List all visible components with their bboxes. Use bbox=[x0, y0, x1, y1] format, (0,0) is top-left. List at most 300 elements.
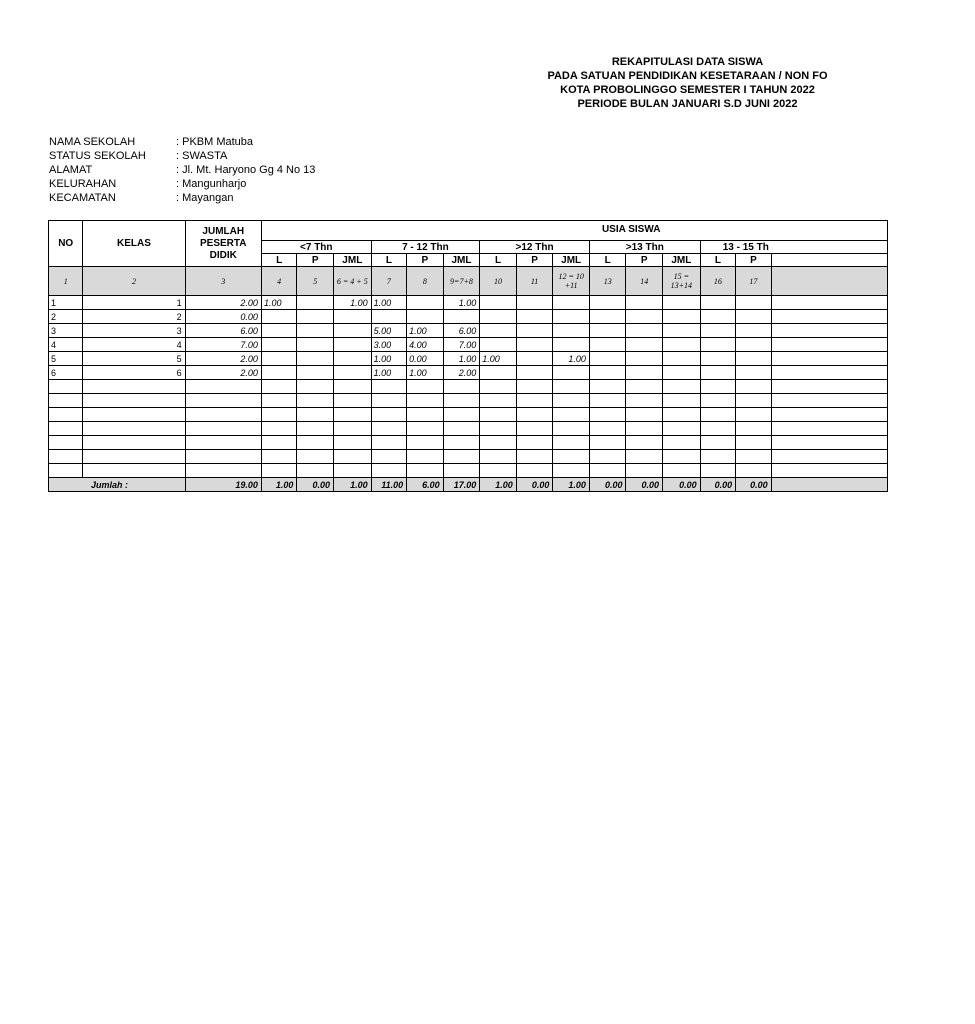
row-value bbox=[736, 296, 771, 310]
row-value bbox=[407, 310, 444, 324]
column-number: 14 bbox=[626, 267, 663, 296]
empty-cell bbox=[663, 408, 701, 422]
row-value bbox=[333, 352, 371, 366]
lp-header: L bbox=[700, 254, 735, 267]
row-value bbox=[700, 296, 735, 310]
empty-cell bbox=[516, 408, 553, 422]
column-number: 15 = 13+14 bbox=[663, 267, 701, 296]
row-value bbox=[553, 310, 590, 324]
row-value bbox=[297, 324, 334, 338]
lp-header: L bbox=[589, 254, 626, 267]
total-label: Jumlah : bbox=[49, 478, 186, 492]
row-value bbox=[480, 310, 517, 324]
empty-cell bbox=[443, 394, 480, 408]
row-value: 1.00 bbox=[371, 352, 406, 366]
school-info bbox=[49, 135, 315, 205]
row-value bbox=[626, 296, 663, 310]
empty-cell bbox=[771, 422, 887, 436]
empty-cell bbox=[261, 408, 296, 422]
empty-cell bbox=[297, 436, 334, 450]
total-value: 0.00 bbox=[297, 478, 334, 492]
empty-row bbox=[49, 408, 888, 422]
row-value bbox=[297, 338, 334, 352]
empty-cell bbox=[83, 450, 185, 464]
row-value bbox=[443, 310, 480, 324]
lp-header: P bbox=[407, 254, 444, 267]
table-row bbox=[49, 366, 888, 380]
empty-cell bbox=[297, 394, 334, 408]
info-label: STATUS SEKOLAH bbox=[49, 150, 146, 162]
empty-cell bbox=[443, 464, 480, 478]
empty-cell bbox=[480, 422, 517, 436]
total-value: 19.00 bbox=[185, 478, 261, 492]
row-value bbox=[771, 310, 887, 324]
header-no: NO bbox=[49, 221, 83, 267]
empty-cell bbox=[371, 450, 406, 464]
row-value: 5.00 bbox=[371, 324, 406, 338]
empty-cell bbox=[589, 394, 626, 408]
row-jumlah: 7.00 bbox=[185, 338, 261, 352]
empty-cell bbox=[185, 464, 261, 478]
column-number: 2 bbox=[83, 267, 185, 296]
row-value bbox=[480, 296, 517, 310]
empty-cell bbox=[771, 394, 887, 408]
row-value bbox=[261, 338, 296, 352]
empty-cell bbox=[49, 408, 83, 422]
info-label: KELURAHAN bbox=[49, 178, 117, 190]
row-jumlah: 2.00 bbox=[185, 352, 261, 366]
age-group-header: 13 - 15 Th bbox=[700, 241, 887, 254]
row-value bbox=[516, 296, 553, 310]
column-number: 5 bbox=[297, 267, 334, 296]
info-row-nama-sekolah bbox=[49, 135, 315, 149]
empty-cell bbox=[261, 436, 296, 450]
row-value bbox=[333, 366, 371, 380]
row-value bbox=[261, 366, 296, 380]
empty-cell bbox=[663, 436, 701, 450]
row-value bbox=[626, 352, 663, 366]
row-no: 3 bbox=[49, 324, 83, 338]
empty-cell bbox=[49, 422, 83, 436]
empty-cell bbox=[771, 380, 887, 394]
empty-cell bbox=[185, 408, 261, 422]
row-kelas: 6 bbox=[83, 366, 185, 380]
row-value bbox=[663, 296, 701, 310]
empty-cell bbox=[371, 408, 406, 422]
total-value: 1.00 bbox=[480, 478, 517, 492]
empty-cell bbox=[516, 450, 553, 464]
empty-cell bbox=[261, 450, 296, 464]
empty-cell bbox=[371, 436, 406, 450]
info-value: : SWASTA bbox=[176, 150, 228, 162]
row-value bbox=[553, 324, 590, 338]
row-no: 1 bbox=[49, 296, 83, 310]
row-jumlah: 2.00 bbox=[185, 296, 261, 310]
info-value: : PKBM Matuba bbox=[176, 136, 254, 148]
row-value: 7.00 bbox=[443, 338, 480, 352]
row-value bbox=[626, 338, 663, 352]
empty-cell bbox=[261, 394, 296, 408]
empty-cell bbox=[185, 422, 261, 436]
empty-cell bbox=[553, 380, 590, 394]
report-period: PERIODE BULAN JANUARI S.D JUNI 2022 bbox=[577, 98, 798, 110]
empty-cell bbox=[736, 436, 771, 450]
row-kelas: 2 bbox=[83, 310, 185, 324]
empty-cell bbox=[371, 422, 406, 436]
empty-cell bbox=[771, 450, 887, 464]
info-row-status-sekolah bbox=[49, 149, 315, 163]
empty-cell bbox=[700, 408, 735, 422]
empty-cell bbox=[333, 464, 371, 478]
empty-cell bbox=[553, 464, 590, 478]
total-value: 6.00 bbox=[407, 478, 444, 492]
empty-cell bbox=[663, 464, 701, 478]
row-value bbox=[771, 352, 887, 366]
empty-cell bbox=[589, 422, 626, 436]
empty-cell bbox=[626, 450, 663, 464]
empty-cell bbox=[261, 380, 296, 394]
empty-cell bbox=[663, 422, 701, 436]
row-value: 1.00 bbox=[371, 366, 406, 380]
table-row bbox=[49, 310, 888, 324]
empty-row bbox=[49, 464, 888, 478]
row-value bbox=[261, 324, 296, 338]
report-region: KOTA PROBOLINGGO SEMESTER I TAHUN 2022 bbox=[560, 84, 815, 96]
empty-cell bbox=[49, 380, 83, 394]
row-value bbox=[771, 296, 887, 310]
row-value bbox=[553, 366, 590, 380]
empty-cell bbox=[371, 394, 406, 408]
empty-cell bbox=[700, 436, 735, 450]
row-value bbox=[333, 324, 371, 338]
row-value: 1.00 bbox=[443, 296, 480, 310]
age-group-header: 7 - 12 Thn bbox=[371, 241, 480, 254]
row-value bbox=[700, 366, 735, 380]
row-kelas: 3 bbox=[83, 324, 185, 338]
info-row-kelurahan bbox=[49, 177, 315, 191]
empty-cell bbox=[626, 408, 663, 422]
row-value bbox=[297, 310, 334, 324]
row-value: 1.00 bbox=[371, 296, 406, 310]
usia-siswa-label: USIA SISWA bbox=[601, 224, 661, 235]
row-no: 5 bbox=[49, 352, 83, 366]
empty-cell bbox=[297, 380, 334, 394]
row-kelas: 1 bbox=[83, 296, 185, 310]
column-number-filler bbox=[771, 267, 887, 296]
empty-cell bbox=[771, 464, 887, 478]
empty-cell bbox=[371, 464, 406, 478]
lp-header-filler bbox=[771, 254, 887, 267]
empty-cell bbox=[83, 380, 185, 394]
empty-cell bbox=[297, 450, 334, 464]
row-value bbox=[589, 324, 626, 338]
empty-cell bbox=[333, 408, 371, 422]
empty-cell bbox=[736, 422, 771, 436]
empty-row bbox=[49, 436, 888, 450]
lp-header: JML bbox=[443, 254, 480, 267]
empty-cell bbox=[261, 464, 296, 478]
row-no: 4 bbox=[49, 338, 83, 352]
empty-cell bbox=[589, 464, 626, 478]
empty-cell bbox=[553, 394, 590, 408]
empty-cell bbox=[736, 450, 771, 464]
empty-cell bbox=[407, 436, 444, 450]
empty-cell bbox=[333, 436, 371, 450]
empty-cell bbox=[480, 408, 517, 422]
header-usia-siswa bbox=[261, 221, 887, 241]
row-value bbox=[297, 366, 334, 380]
row-value bbox=[700, 338, 735, 352]
row-value bbox=[516, 338, 553, 352]
total-value: 1.00 bbox=[333, 478, 371, 492]
empty-cell bbox=[49, 436, 83, 450]
empty-cell bbox=[371, 380, 406, 394]
empty-cell bbox=[480, 436, 517, 450]
row-value bbox=[480, 324, 517, 338]
row-value bbox=[407, 296, 444, 310]
column-number: 3 bbox=[185, 267, 261, 296]
empty-cell bbox=[736, 408, 771, 422]
info-value: : Mayangan bbox=[176, 192, 234, 204]
row-kelas: 5 bbox=[83, 352, 185, 366]
empty-cell bbox=[771, 436, 887, 450]
empty-row bbox=[49, 422, 888, 436]
empty-cell bbox=[407, 380, 444, 394]
row-value bbox=[736, 366, 771, 380]
empty-cell bbox=[49, 464, 83, 478]
empty-cell bbox=[516, 464, 553, 478]
lp-header: JML bbox=[663, 254, 701, 267]
empty-cell bbox=[663, 394, 701, 408]
row-value bbox=[261, 352, 296, 366]
row-value bbox=[589, 366, 626, 380]
total-value: 0.00 bbox=[700, 478, 735, 492]
total-value: 0.00 bbox=[663, 478, 701, 492]
column-number: 4 bbox=[261, 267, 296, 296]
empty-row bbox=[49, 380, 888, 394]
empty-cell bbox=[443, 380, 480, 394]
table-row bbox=[49, 352, 888, 366]
row-value bbox=[736, 324, 771, 338]
row-no: 6 bbox=[49, 366, 83, 380]
row-kelas: 4 bbox=[83, 338, 185, 352]
row-value bbox=[626, 366, 663, 380]
table-row bbox=[49, 324, 888, 338]
empty-cell bbox=[83, 464, 185, 478]
empty-cell bbox=[407, 408, 444, 422]
empty-cell bbox=[626, 422, 663, 436]
empty-cell bbox=[297, 422, 334, 436]
row-value bbox=[589, 338, 626, 352]
row-value bbox=[333, 310, 371, 324]
row-value: 1.00 bbox=[480, 352, 517, 366]
column-number: 8 bbox=[407, 267, 444, 296]
empty-cell bbox=[663, 450, 701, 464]
info-label: NAMA SEKOLAH bbox=[49, 136, 136, 148]
column-number: 10 bbox=[480, 267, 517, 296]
empty-cell bbox=[261, 422, 296, 436]
row-value bbox=[516, 366, 553, 380]
row-value: 1.00 bbox=[443, 352, 480, 366]
row-no: 2 bbox=[49, 310, 83, 324]
empty-cell bbox=[333, 380, 371, 394]
info-value: : Mangunharjo bbox=[176, 178, 247, 190]
empty-cell bbox=[49, 450, 83, 464]
empty-cell bbox=[553, 422, 590, 436]
row-value bbox=[700, 352, 735, 366]
column-number: 9=7+8 bbox=[443, 267, 480, 296]
empty-row bbox=[49, 450, 888, 464]
empty-cell bbox=[736, 394, 771, 408]
empty-cell bbox=[516, 394, 553, 408]
empty-cell bbox=[626, 380, 663, 394]
age-group-header: >12 Thn bbox=[480, 241, 590, 254]
empty-cell bbox=[49, 394, 83, 408]
column-number: 11 bbox=[516, 267, 553, 296]
column-number: 13 bbox=[589, 267, 626, 296]
info-value: : Jl. Mt. Haryono Gg 4 No 13 bbox=[176, 164, 316, 176]
total-value: 17.00 bbox=[443, 478, 480, 492]
row-value bbox=[261, 310, 296, 324]
empty-cell bbox=[553, 450, 590, 464]
empty-cell bbox=[771, 408, 887, 422]
row-value: 6.00 bbox=[443, 324, 480, 338]
empty-cell bbox=[589, 408, 626, 422]
report-titles bbox=[400, 55, 975, 111]
lp-header: P bbox=[626, 254, 663, 267]
row-value bbox=[553, 296, 590, 310]
row-value bbox=[700, 310, 735, 324]
row-value bbox=[736, 310, 771, 324]
row-value bbox=[771, 324, 887, 338]
empty-cell bbox=[185, 380, 261, 394]
row-value bbox=[626, 310, 663, 324]
total-value: 1.00 bbox=[553, 478, 590, 492]
empty-cell bbox=[626, 394, 663, 408]
row-value bbox=[736, 352, 771, 366]
empty-cell bbox=[516, 380, 553, 394]
info-row-kecamatan bbox=[49, 191, 315, 205]
empty-cell bbox=[480, 450, 517, 464]
info-label: KECAMATAN bbox=[49, 192, 116, 204]
empty-row bbox=[49, 394, 888, 408]
lp-header: P bbox=[297, 254, 334, 267]
column-number: 17 bbox=[736, 267, 771, 296]
table-row bbox=[49, 338, 888, 352]
total-value: 0.00 bbox=[589, 478, 626, 492]
row-value: 1.00 bbox=[261, 296, 296, 310]
empty-cell bbox=[83, 436, 185, 450]
empty-cell bbox=[443, 436, 480, 450]
row-value: 1.00 bbox=[553, 352, 590, 366]
row-value bbox=[516, 352, 553, 366]
empty-cell bbox=[516, 422, 553, 436]
empty-cell bbox=[480, 380, 517, 394]
column-number: 12 = 10 +11 bbox=[553, 267, 590, 296]
empty-cell bbox=[700, 450, 735, 464]
empty-cell bbox=[589, 436, 626, 450]
empty-cell bbox=[83, 394, 185, 408]
total-row bbox=[49, 478, 888, 492]
empty-cell bbox=[297, 408, 334, 422]
empty-cell bbox=[407, 464, 444, 478]
empty-cell bbox=[736, 380, 771, 394]
report-title: REKAPITULASI DATA SISWA bbox=[611, 56, 764, 68]
data-table-viewport bbox=[48, 220, 769, 500]
empty-cell bbox=[185, 450, 261, 464]
row-value: 2.00 bbox=[443, 366, 480, 380]
row-jumlah: 6.00 bbox=[185, 324, 261, 338]
total-value: 0.00 bbox=[626, 478, 663, 492]
lp-header: JML bbox=[553, 254, 590, 267]
lp-header: P bbox=[736, 254, 771, 267]
empty-cell bbox=[516, 436, 553, 450]
row-value bbox=[589, 296, 626, 310]
empty-cell bbox=[553, 408, 590, 422]
empty-cell bbox=[480, 394, 517, 408]
lp-header: L bbox=[480, 254, 517, 267]
header-jumlah-peserta-didik: JUMLAH PESERTA DIDIK bbox=[185, 221, 261, 267]
info-label: ALAMAT bbox=[49, 164, 93, 176]
empty-cell bbox=[700, 394, 735, 408]
row-value bbox=[663, 310, 701, 324]
column-number: 1 bbox=[49, 267, 83, 296]
total-value: 1.00 bbox=[261, 478, 296, 492]
empty-cell bbox=[700, 380, 735, 394]
column-number: 7 bbox=[371, 267, 406, 296]
table-row bbox=[49, 296, 888, 310]
row-value bbox=[297, 296, 334, 310]
row-value bbox=[771, 366, 887, 380]
info-row-alamat bbox=[49, 163, 315, 177]
age-group-header: <7 Thn bbox=[261, 241, 371, 254]
empty-cell bbox=[700, 422, 735, 436]
empty-cell bbox=[736, 464, 771, 478]
lp-header: L bbox=[261, 254, 296, 267]
empty-cell bbox=[626, 464, 663, 478]
total-value: 0.00 bbox=[516, 478, 553, 492]
row-value bbox=[589, 352, 626, 366]
student-recap-table bbox=[48, 220, 888, 492]
empty-cell bbox=[185, 394, 261, 408]
report-subtitle: PADA SATUAN PENDIDIKAN KESETARAAN / NON FO bbox=[547, 70, 828, 82]
empty-cell bbox=[663, 380, 701, 394]
row-value bbox=[371, 310, 406, 324]
empty-cell bbox=[443, 450, 480, 464]
empty-cell bbox=[553, 436, 590, 450]
row-value bbox=[297, 352, 334, 366]
empty-cell bbox=[333, 422, 371, 436]
empty-cell bbox=[407, 450, 444, 464]
row-jumlah: 2.00 bbox=[185, 366, 261, 380]
row-jumlah: 0.00 bbox=[185, 310, 261, 324]
row-value bbox=[553, 338, 590, 352]
row-value bbox=[480, 366, 517, 380]
row-value bbox=[516, 324, 553, 338]
row-value bbox=[663, 366, 701, 380]
row-value bbox=[700, 324, 735, 338]
lp-header: P bbox=[516, 254, 553, 267]
row-value: 0.00 bbox=[407, 352, 444, 366]
empty-cell bbox=[333, 450, 371, 464]
empty-cell bbox=[589, 380, 626, 394]
empty-cell bbox=[443, 422, 480, 436]
empty-cell bbox=[589, 450, 626, 464]
total-filler bbox=[771, 478, 887, 492]
empty-cell bbox=[333, 394, 371, 408]
row-value: 1.00 bbox=[333, 296, 371, 310]
empty-cell bbox=[480, 464, 517, 478]
